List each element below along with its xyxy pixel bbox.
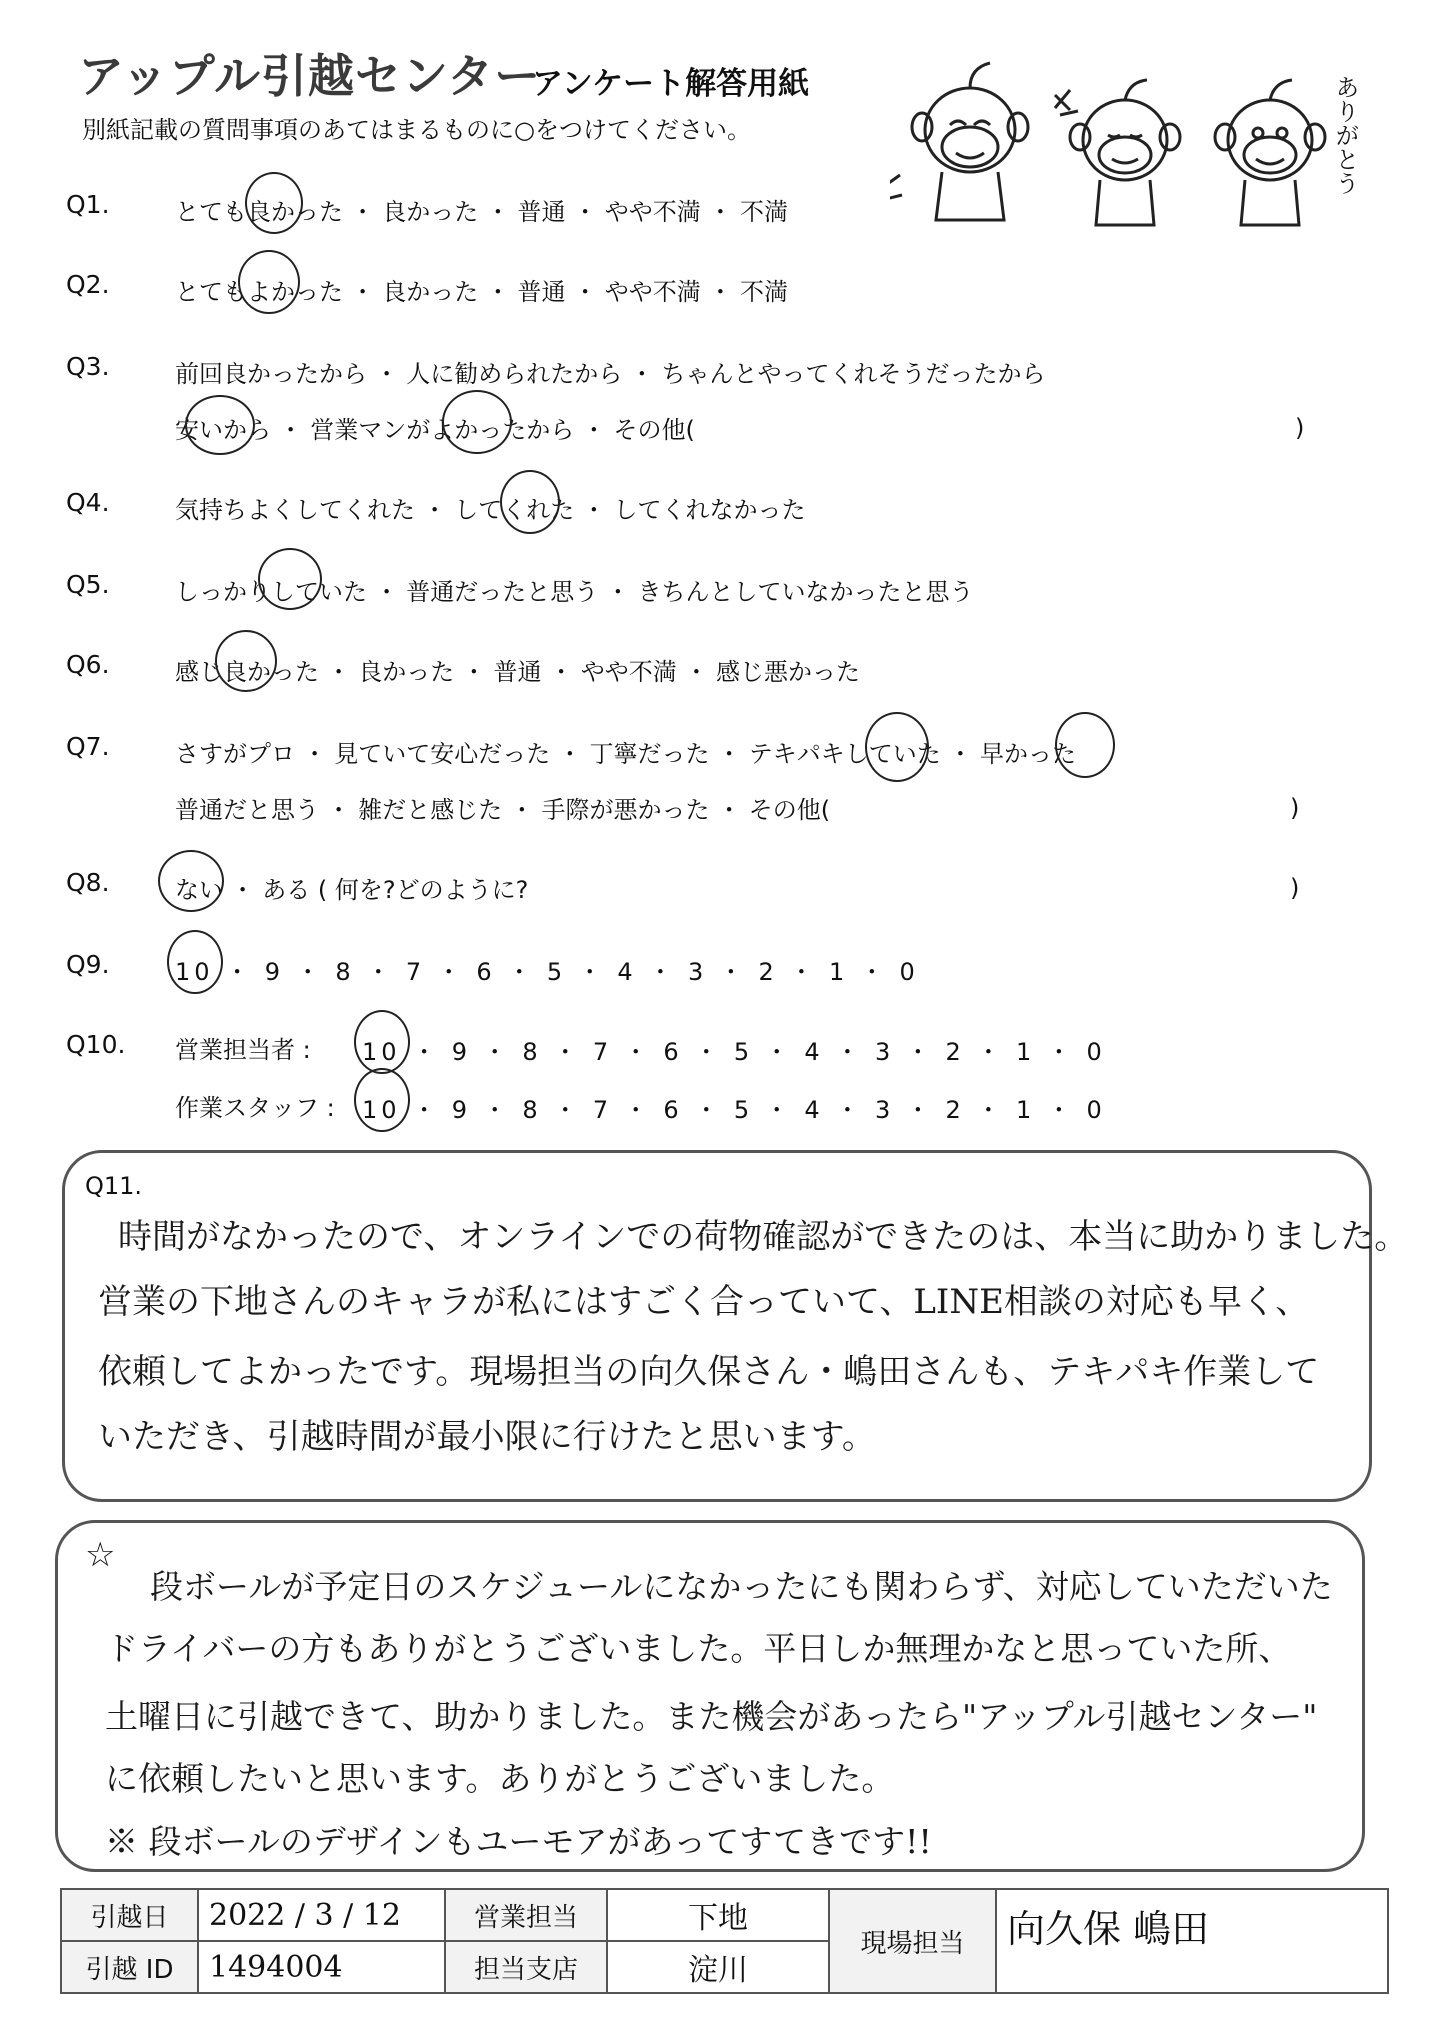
q4-answer-circle: [500, 470, 560, 534]
q2-label: Q2.: [66, 270, 110, 299]
free-comment-line-5: ※ 段ボールのデザインもユーモアがあってすてきです!!: [105, 1822, 932, 1861]
q6-label: Q6.: [66, 650, 110, 679]
q10-staff-scale[interactable]: 10 ・ 9 ・ 8 ・ 7 ・ 6 ・ 5 ・ 4 ・ 3 ・ 2 ・ 1 ・ 0: [362, 1096, 1106, 1124]
q11-line-2: 営業の下地さんのキャラが私にはすごく合っていて、LINE相談の対応も早く、: [98, 1282, 1310, 1322]
q9-label: Q9.: [66, 950, 110, 979]
q7-answer-circle-1: [865, 712, 929, 782]
q3-close-paren: ): [1295, 414, 1305, 442]
q10-sales-label: 営業担当者 :: [175, 1036, 311, 1064]
q9-scale[interactable]: 10 ・ 9 ・ 8 ・ 7 ・ 6 ・ 5 ・ 4 ・ 3 ・ 2 ・ 1 ・ 0: [175, 958, 919, 986]
q8-answer-circle: [158, 850, 224, 912]
q10-staff-label: 作業スタッフ :: [175, 1094, 335, 1122]
free-comment-line-3: 土曜日に引越できて、助かりました。また機会があったら"アップル引越センター": [105, 1697, 1318, 1736]
site-manager-label: 現場担当: [829, 1889, 996, 1993]
sales-rep-label: 営業担当: [445, 1889, 607, 1941]
mascot-illustration: [890, 55, 1360, 230]
q11-line-1: 時間がなかったので、オンラインでの荷物確認ができたのは、本当に助かりました。: [118, 1217, 1409, 1257]
q4-label: Q4.: [66, 488, 110, 517]
q7-close-paren: ): [1290, 794, 1300, 822]
q3-options-line1[interactable]: 前回良かったから ・ 人に勧められたから ・ ちゃんとやってくれそうだったから: [175, 360, 1046, 388]
q1-label: Q1.: [66, 190, 110, 219]
q1-options[interactable]: とても良かった ・ 良かった ・ 普通 ・ やや不満 ・ 不満: [175, 198, 789, 226]
q10-sales-answer-circle: [354, 1010, 410, 1074]
move-date-value: 2022 / 3 / 12: [198, 1889, 445, 1941]
company-title: アップル引越センター: [78, 49, 542, 103]
site-manager-value: 向久保 嶋田: [996, 1889, 1388, 1993]
branch-label: 担当支店: [445, 1941, 607, 1993]
q6-answer-circle: [215, 630, 277, 692]
q10-label: Q10.: [66, 1030, 126, 1059]
q3-options-line2[interactable]: 安いから ・ 営業マンがよかったから ・ その他(: [175, 416, 695, 444]
instruction-text: 別紙記載の質問事項のあてはまるものに○をつけてください。: [82, 116, 751, 144]
q11-label: Q11.: [85, 1172, 143, 1200]
q5-answer-circle: [258, 548, 322, 610]
q11-line-4: いただき、引越時間が最小限に行けたと思います。: [98, 1417, 876, 1457]
q8-options[interactable]: ない ・ ある ( 何を?どのように?: [175, 876, 529, 904]
q8-label: Q8.: [66, 868, 110, 897]
move-id-label: 引越 ID: [61, 1941, 198, 1993]
move-info-table: [60, 1888, 1389, 1994]
sales-rep-value: 下地: [607, 1889, 829, 1941]
q3-answer-circle-1: [185, 395, 255, 455]
q5-options[interactable]: しっかりしていた ・ 普通だったと思う ・ きちんとしていなかったと思う: [175, 578, 974, 606]
q3-answer-circle-2: [442, 390, 512, 454]
q10-sales-scale[interactable]: 10 ・ 9 ・ 8 ・ 7 ・ 6 ・ 5 ・ 4 ・ 3 ・ 2 ・ 1 ・ 0: [362, 1038, 1106, 1066]
mascot-caption: ありがとう: [1331, 75, 1359, 195]
q9-answer-circle: [167, 930, 223, 994]
q8-close-paren: ): [1290, 874, 1300, 902]
move-date-label: 引越日: [61, 1889, 198, 1941]
q7-label: Q7.: [66, 732, 110, 761]
q7-options-line1[interactable]: さすがプロ ・ 見ていて安心だった ・ 丁寧だった ・ テキパキしていた ・ 早かった: [175, 740, 1077, 768]
form-subtitle: アンケート解答用紙: [532, 66, 810, 102]
move-id-value: 1494004: [198, 1941, 445, 1993]
q1-answer-circle: [245, 172, 303, 234]
q6-options[interactable]: 感じ良かった ・ 良かった ・ 普通 ・ やや不満 ・ 感じ悪かった: [175, 658, 861, 686]
star-icon: ☆: [85, 1535, 116, 1575]
branch-value: 淀川: [607, 1941, 829, 1993]
free-comment-line-4: に依頼したいと思います。ありがとうございました。: [105, 1759, 895, 1798]
q10-staff-answer-circle: [354, 1068, 410, 1132]
q4-options[interactable]: 気持ちよくしてくれた ・ してくれた ・ してくれなかった: [175, 496, 806, 524]
q3-label: Q3.: [66, 352, 110, 381]
q11-line-3: 依頼してよかったです。現場担当の向久保さん・嶋田さんも、テキパキ作業して: [98, 1352, 1320, 1392]
q7-answer-circle-2: [1055, 712, 1115, 778]
free-comment-line-1: 段ボールが予定日のスケジュールになかったにも関わらず、対応していただいた: [150, 1567, 1333, 1606]
q2-answer-circle: [238, 250, 300, 314]
free-comment-line-2: ドライバーの方もありがとうございました。平日しか無理かなと思っていた所、: [105, 1629, 1292, 1668]
q2-options[interactable]: とてもよかった ・ 良かった ・ 普通 ・ やや不満 ・ 不満: [175, 278, 789, 306]
q7-options-line2[interactable]: 普通だと思う ・ 雑だと感じた ・ 手際が悪かった ・ その他(: [175, 796, 831, 824]
q5-label: Q5.: [66, 570, 110, 599]
